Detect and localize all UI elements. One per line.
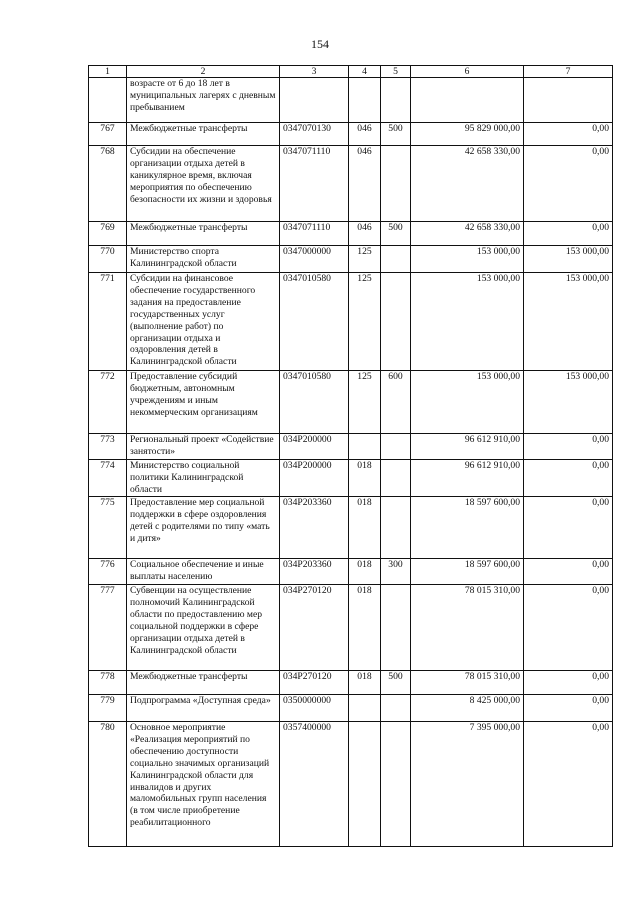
amount-col-7: 153 000,00: [524, 246, 613, 273]
amount-col-7: 153 000,00: [524, 371, 613, 434]
amount-col-6: 153 000,00: [411, 371, 524, 434]
table-row: [89, 273, 613, 371]
item-name: Региональный проект «Содействие занятости»: [127, 434, 280, 460]
item-name: Субсидии на финансовое обеспечение государственного задания на предоставление государственных услуг (выполнение работ) по организации отдыха и оздоровления детей в Калининградской области: [127, 273, 280, 371]
table-row: [89, 585, 613, 671]
table-row: [89, 78, 613, 123]
target-code: 034P203360: [280, 559, 349, 585]
table-row: [89, 722, 613, 847]
amount-col-7: 0,00: [524, 695, 613, 722]
header-col-4: 4: [349, 66, 381, 78]
expense-type-code: [381, 497, 411, 559]
department-code: 046: [349, 146, 381, 222]
header-col-5: 5: [381, 66, 411, 78]
department-code: [349, 434, 381, 460]
amount-col-6: 78 015 310,00: [411, 671, 524, 695]
amount-col-7: 0,00: [524, 722, 613, 847]
table-row: [89, 497, 613, 559]
target-code: 0347010580: [280, 371, 349, 434]
table-row: [89, 434, 613, 460]
amount-col-6: 95 829 000,00: [411, 123, 524, 146]
header-col-7: 7: [524, 66, 613, 78]
department-code: 046: [349, 123, 381, 146]
department-code: [349, 695, 381, 722]
amount-col-6: 18 597 600,00: [411, 559, 524, 585]
department-code: 125: [349, 273, 381, 371]
header-row: [89, 66, 613, 78]
item-name: Субсидии на обеспечение организации отдыха детей в каникулярное время, включая мероприятия по обеспечению безопасности их жизни и здоровья: [127, 146, 280, 222]
target-code: 0347010580: [280, 273, 349, 371]
item-name: Министерство спорта Калининградской области: [127, 246, 280, 273]
item-name: Предоставление мер социальной поддержки в сфере оздоровления детей с родителями по типу «мать и дитя»: [127, 497, 280, 559]
department-code: [349, 78, 381, 123]
amount-col-7: 0,00: [524, 559, 613, 585]
amount-col-6: 42 658 330,00: [411, 222, 524, 246]
table-row: [89, 695, 613, 722]
expense-type-code: 300: [381, 559, 411, 585]
department-code: 125: [349, 246, 381, 273]
target-code: 034P203360: [280, 497, 349, 559]
expense-type-code: [381, 695, 411, 722]
row-number: [89, 78, 127, 123]
amount-col-7: 0,00: [524, 497, 613, 559]
row-number: 771: [89, 273, 127, 371]
amount-col-6: 78 015 310,00: [411, 585, 524, 671]
expense-type-code: [381, 246, 411, 273]
amount-col-7: 0,00: [524, 460, 613, 497]
row-number: 770: [89, 246, 127, 273]
amount-col-7: 0,00: [524, 123, 613, 146]
target-code: 0357400000: [280, 722, 349, 847]
amount-col-6: 18 597 600,00: [411, 497, 524, 559]
expense-type-code: 500: [381, 222, 411, 246]
item-name: Социальное обеспечение и иные выплаты населению: [127, 559, 280, 585]
department-code: 018: [349, 559, 381, 585]
department-code: 046: [349, 222, 381, 246]
target-code: 034P270120: [280, 585, 349, 671]
target-code: 0347071110: [280, 146, 349, 222]
item-name: Подпрограмма «Доступная среда»: [127, 695, 280, 722]
amount-col-6: 96 612 910,00: [411, 434, 524, 460]
item-name: Предоставление субсидий бюджетным, автономным учреждениям и иным некоммерческим организациям: [127, 371, 280, 434]
table-row: [89, 246, 613, 273]
row-number: 780: [89, 722, 127, 847]
amount-col-6: 153 000,00: [411, 246, 524, 273]
table-row: [89, 559, 613, 585]
amount-col-6: 42 658 330,00: [411, 146, 524, 222]
row-number: 778: [89, 671, 127, 695]
page-number: 154: [311, 37, 329, 51]
department-code: 018: [349, 460, 381, 497]
row-number: 773: [89, 434, 127, 460]
amount-col-6: [411, 78, 524, 123]
amount-col-7: [524, 78, 613, 123]
row-number: 775: [89, 497, 127, 559]
row-number: 767: [89, 123, 127, 146]
target-code: 034P200000: [280, 460, 349, 497]
table-row: [89, 222, 613, 246]
table-row: [89, 123, 613, 146]
target-code: 0350000000: [280, 695, 349, 722]
budget-table: [88, 65, 613, 847]
item-name: Межбюджетные трансферты: [127, 222, 280, 246]
target-code: 034P200000: [280, 434, 349, 460]
table-row: [89, 146, 613, 222]
department-code: 125: [349, 371, 381, 434]
expense-type-code: [381, 722, 411, 847]
table-row: [89, 460, 613, 497]
expense-type-code: 500: [381, 123, 411, 146]
amount-col-6: 7 395 000,00: [411, 722, 524, 847]
target-code: 0347000000: [280, 246, 349, 273]
header-col-6: 6: [411, 66, 524, 78]
table-row: [89, 671, 613, 695]
amount-col-7: 0,00: [524, 585, 613, 671]
row-number: 774: [89, 460, 127, 497]
header-col-3: 3: [280, 66, 349, 78]
row-number: 772: [89, 371, 127, 434]
expense-type-code: [381, 460, 411, 497]
item-name: Межбюджетные трансферты: [127, 671, 280, 695]
item-name: Министерство социальной политики Калининградской области: [127, 460, 280, 497]
row-number: 779: [89, 695, 127, 722]
amount-col-7: 153 000,00: [524, 273, 613, 371]
amount-col-7: 0,00: [524, 222, 613, 246]
department-code: [349, 722, 381, 847]
expense-type-code: 600: [381, 371, 411, 434]
header-col-2: 2: [127, 66, 280, 78]
amount-col-7: 0,00: [524, 146, 613, 222]
item-name: Межбюджетные трансферты: [127, 123, 280, 146]
expense-type-code: [381, 585, 411, 671]
department-code: 018: [349, 497, 381, 559]
department-code: 018: [349, 671, 381, 695]
row-number: 769: [89, 222, 127, 246]
item-name: возрасте от 6 до 18 лет в муниципальных лагерях с дневным пребыванием: [127, 78, 280, 123]
amount-col-7: 0,00: [524, 671, 613, 695]
expense-type-code: 500: [381, 671, 411, 695]
row-number: 768: [89, 146, 127, 222]
row-number: 776: [89, 559, 127, 585]
amount-col-6: 153 000,00: [411, 273, 524, 371]
table-row: [89, 371, 613, 434]
expense-type-code: [381, 78, 411, 123]
expense-type-code: [381, 434, 411, 460]
header-col-1: 1: [89, 66, 127, 78]
amount-col-6: 8 425 000,00: [411, 695, 524, 722]
row-number: 777: [89, 585, 127, 671]
target-code: 034P270120: [280, 671, 349, 695]
amount-col-6: 96 612 910,00: [411, 460, 524, 497]
amount-col-7: 0,00: [524, 434, 613, 460]
target-code: 0347070130: [280, 123, 349, 146]
expense-type-code: [381, 146, 411, 222]
target-code: 0347071110: [280, 222, 349, 246]
department-code: 018: [349, 585, 381, 671]
expense-type-code: [381, 273, 411, 371]
target-code: [280, 78, 349, 123]
item-name: Основное мероприятие «Реализация мероприятий по обеспечению доступности социально значимых организаций Калининградской области для инвалидов и других маломобильных групп населения (в том числе приобретение реабилитационного: [127, 722, 280, 847]
table-body: [89, 78, 613, 847]
item-name: Субвенции на осуществление полномочий Калининградской области по предоставлению мер социальной поддержки в сфере организации отдыха детей в Калининградской области: [127, 585, 280, 671]
